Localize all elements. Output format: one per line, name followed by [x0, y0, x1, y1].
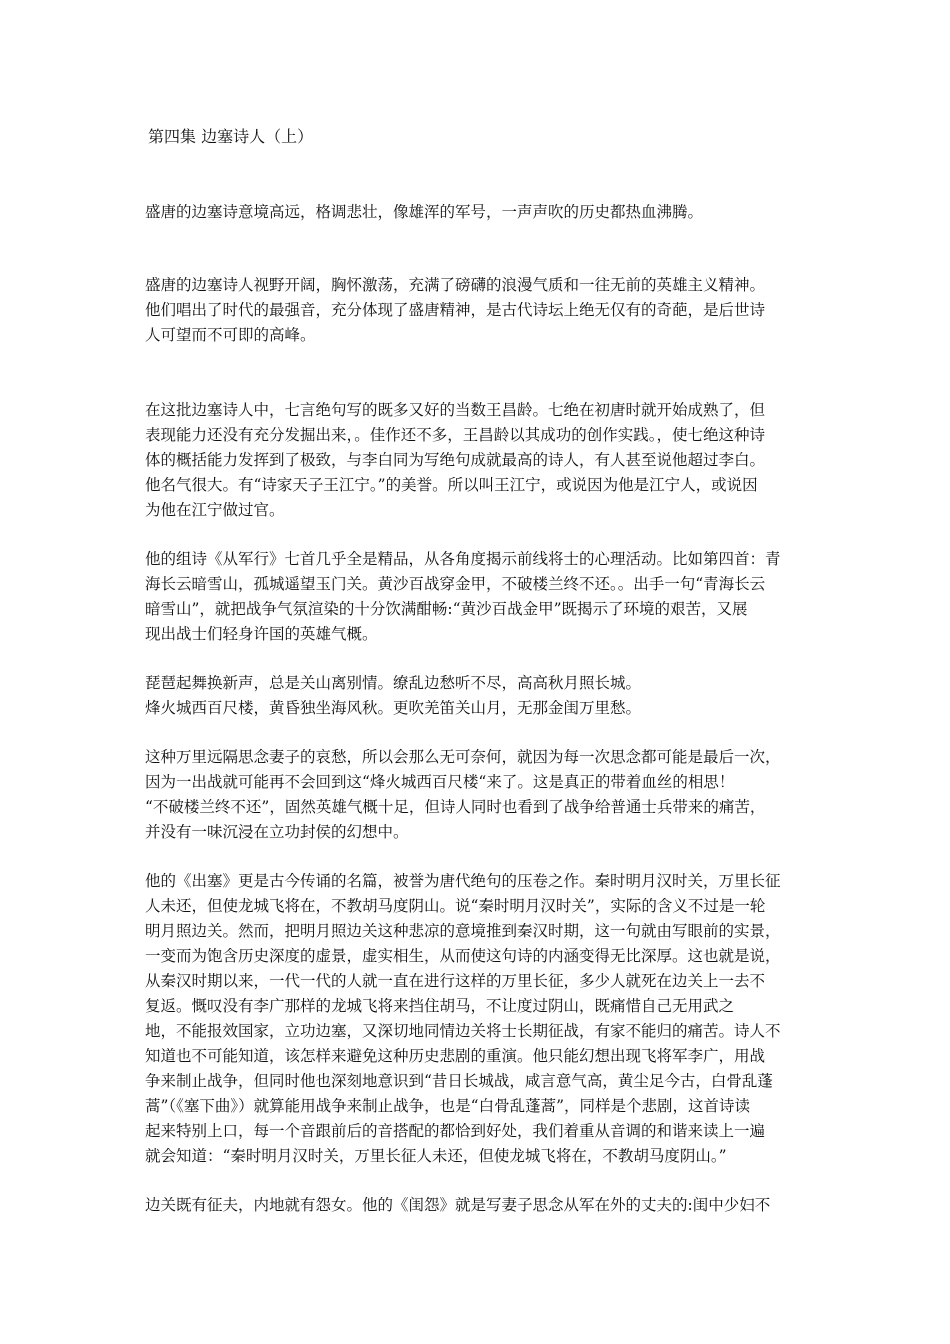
paragraph-5: [145, 745, 813, 845]
text-line: 边关既有征夫，内地就有怨女。他的《闺怨》就是写妻子思念从军在外的丈夫的:闺中少妇不: [145, 1196, 771, 1214]
poem-quote: [145, 671, 813, 721]
paragraph-2: [145, 273, 813, 348]
paragraph-7: [145, 1193, 813, 1218]
page-title: 第四集 边塞诗人（上）: [148, 127, 314, 146]
text-line: 就会知道：“秦时明月汉时关，万里长征人未还，但使龙城飞将在，不教胡马度阴山。”: [145, 1147, 727, 1165]
text-line: 地，不能报效国家，立功边塞，又深切地同情边关将士长期征战，有家不能归的痛苦。诗人不: [145, 1022, 781, 1040]
text-line: 人未还，但使龙城飞将在，不教胡马度阴山。说“秦时明月汉时关”，实际的含义不过是一轮: [145, 897, 766, 915]
paragraph-1: [145, 200, 813, 225]
paragraph-4: [145, 547, 813, 647]
text-line: 因为一出战就可能再不会回到这“烽火城西百尺楼“来了。这是真正的带着血丝的相思！: [145, 773, 735, 791]
text-line: 这种万里远隔思念妻子的哀愁，所以会那么无可奈何，就因为每一次思念都可能是最后一次，: [145, 748, 781, 766]
paragraph-3: [145, 398, 813, 523]
text-line: 现出战士们轻身许国的英雄气概。: [145, 625, 378, 643]
text-line: 他名气很大。有“诗家天子王江宁。”的美誉。所以叫王江宁，或说因为他是江宁人，或说因: [145, 476, 758, 494]
text-line: 他们唱出了时代的最强音，充分体现了盛唐精神，是古代诗坛上绝无仅有的奇葩，是后世诗: [145, 301, 766, 319]
poem-line: 琵琶起舞换新声，总是关山离别情。缭乱边愁听不尽，高高秋月照长城。: [145, 674, 642, 692]
paragraph-6: [145, 869, 813, 1169]
poem-line: 烽火城西百尺楼，黄昏独坐海风秋。更吹羌笛关山月，无那金闺万里愁。: [145, 699, 642, 717]
text-line: 起来特别上口，每一个音跟前后的音搭配的都恰到好处，我们着重从音调的和谐来读上一遍: [145, 1122, 766, 1140]
text-line: 复返。慨叹没有李广那样的龙城飞将来挡住胡马，不让度过阴山，既痛惜自己无用武之: [145, 997, 735, 1015]
text-line: 表现能力还没有充分发掘出来，。佳作还不多，王昌龄以其成功的创作实践。，使七绝这种诗: [145, 426, 766, 444]
text-line: 明月照边关。然而，把明月照边关这种悲凉的意境推到秦汉时期，这一句就由写眼前的实景，: [145, 922, 781, 940]
text-line: 人可望而不可即的高峰。: [145, 326, 316, 344]
text-line: 一变而为饱含历史深度的虚景，虚实相生，从而使这句诗的内涵变得无比深厚。这也就是说，: [145, 947, 781, 965]
text-line: 盛唐的边塞诗意境高远，格调悲壮，像雄浑的军号，一声声吹的历史都热血沸腾。: [145, 203, 704, 221]
text-line: 为他在江宁做过官。: [145, 501, 285, 519]
text-line: 蒿”（《塞下曲》）就算能用战争来制止战争，也是“白骨乱蓬蒿”，同样是个悲剧，这首诗读: [145, 1097, 751, 1115]
text-line: 从秦汉时期以来，一代一代的人就一直在进行这样的万里长征，多少人就死在边关上一去不: [145, 972, 766, 990]
text-line: 他的组诗《从军行》七首几乎全是精品，从各角度揭示前线将士的心理活动。比如第四首：青: [145, 550, 781, 568]
text-line: 海长云暗雪山，孤城遥望玉门关。黄沙百战穿金甲，不破楼兰终不还。。出手一句“青海长云: [145, 575, 766, 593]
text-line: 并没有一味沉浸在立功封侯的幻想中。: [145, 823, 409, 841]
text-line: 他的《出塞》更是古今传诵的名篇，被誉为唐代绝句的压卷之作。秦时明月汉时关，万里长征: [145, 872, 781, 890]
text-line: 暗雪山”，就把战争气氛渲染的十分饮满酣畅:“黄沙百战金甲”既揭示了环境的艰苦，又展: [145, 600, 748, 618]
text-line: 体的概括能力发挥到了极致，与李白同为写绝句成就最高的诗人，有人甚至说他超过李白。: [145, 451, 766, 469]
text-line: 知道也不可能知道，该怎样来避免这种历史悲剧的重演。他只能幻想出现飞将军李广，用战: [145, 1047, 766, 1065]
text-line: 盛唐的边塞诗人视野开阔，胸怀激荡，充满了磅礴的浪漫气质和一往无前的英雄主义精神。: [145, 276, 766, 294]
text-line: 在这批边塞诗人中，七言绝句写的既多又好的当数王昌龄。七绝在初唐时就开始成熟了，但: [145, 401, 766, 419]
text-line: “不破楼兰终不还”，固然英雄气概十足，但诗人同时也看到了战争给普通士兵带来的痛苦，: [145, 798, 766, 816]
text-line: 争来制止战争，但同时他也深刻地意识到“昔日长城战，咸言意气高，黄尘足今古，白骨乱蓬: [145, 1072, 773, 1090]
